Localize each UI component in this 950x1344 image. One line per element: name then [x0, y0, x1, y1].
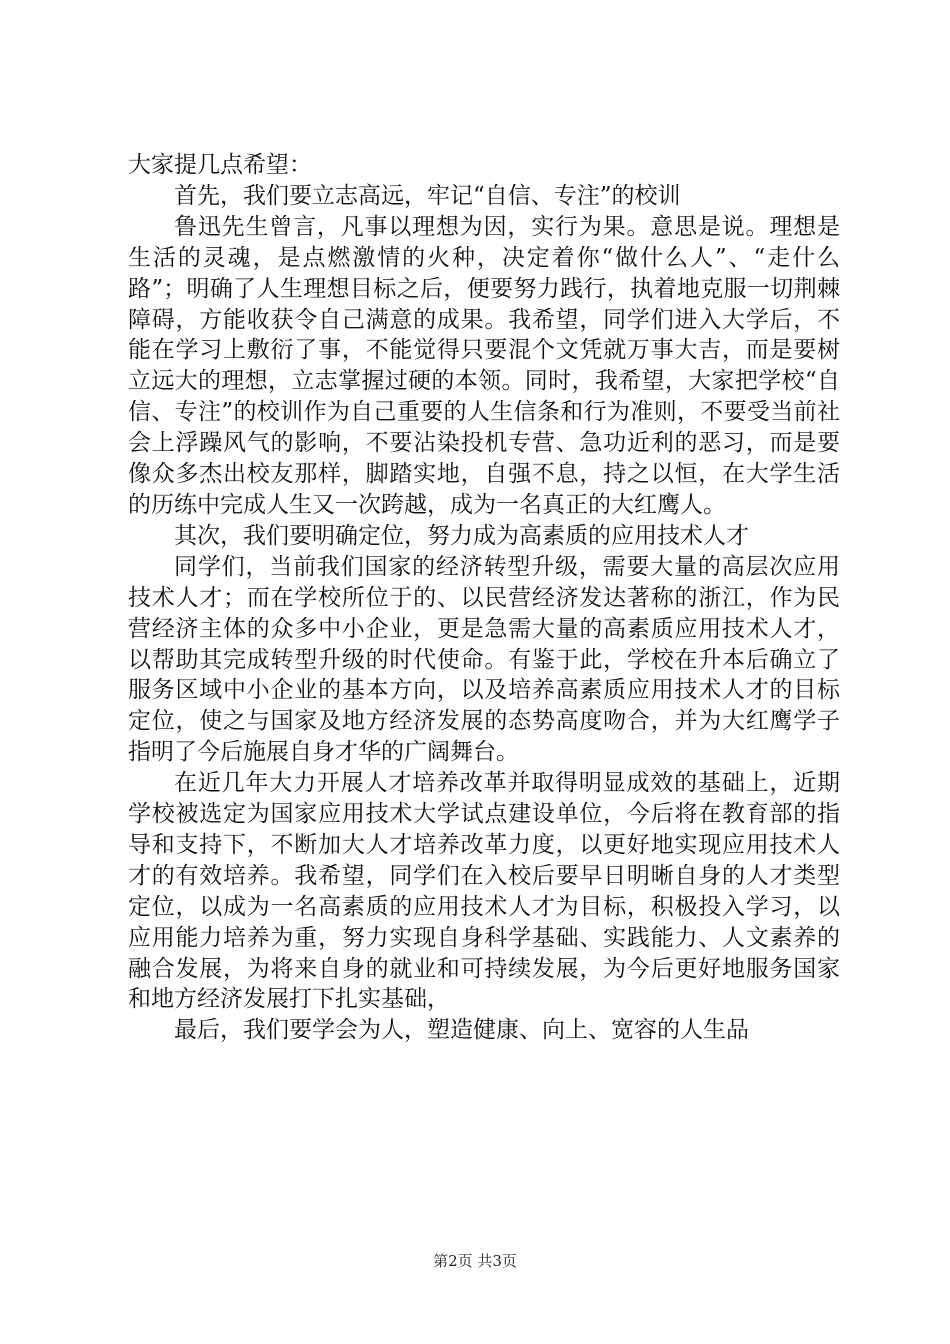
document-body: [128, 150, 840, 1046]
paragraph-1: 大家提几点希望：: [128, 152, 312, 178]
paragraph-4: 其次，我们要明确定位，努力成为高素质的应用技术人才: [174, 522, 749, 549]
paragraph-7: 最后，我们要学会为人，塑造健康、向上、宽容的人生品: [174, 1017, 749, 1044]
paragraph-3: 鲁迅先生曾言，凡事以理想为因，实行为果。意思是说。理想是生活的灵魂，是点燃激情的火种，决定着你“做什么人”、“走什么路”；明确了人生理想目标之后，便要努力践行，执着地克服一切荆棘障碍，方能收获令自己满意的成果。我希望，同学们进入大学后，不能在学习上敷衍了事，不能觉得只要混个文凭就万事大吉，而是要树立远大的理想，立志掌握过硬的本领。同时，我希望，大家把学校“自信、专注”的校训作为自己重要的人生信条和行为准则，不要受当前社会上浮躁风气的影响，不要沾染投机专营、急功近利的恶习，而是要像众多杰出校友那样，脚踏实地，自强不息，持之以恒，在大学生活的历练中完成人生又一次跨越，成为一名真正的大红鹰人。: [128, 213, 840, 518]
paragraph-6: 在近几年大力开展人才培养改革并取得明显成效的基础上，近期学校被选定为国家应用技术大学试点建设单位，今后将在教育部的指导和支持下，不断加大人才培养改革力度，以更好地实现应用技术人才的有效培养。我希望，同学们在入校后要早日明晰自身的人才类型定位，以成为一名高素质的应用技术人才为目标，积极投入学习，以应用能力培养为重，努力实现自身科学基础、实践能力、人文素养的融合发展，为将来自身的就业和可持续发展，为今后更好地服务国家和地方经济发展打下扎实基础，: [128, 770, 840, 1013]
paragraph-5: 同学们，当前我们国家的经济转型升级，需要大量的高层次应用技术人才；而在学校所位于的、以民营经济发达著称的浙江，作为民营经济主体的众多中小企业，更是急需大量的高素质应用技术人才，以帮助其完成转型升级的时代使命。有鉴于此，学校在升本后确立了服务区域中小企业的基本方向，以及培养高素质应用技术人才的目标定位，使之与国家及地方经济发展的态势高度吻合，并为大红鹰学子指明了今后施展自身才华的广阔舞台。: [128, 553, 840, 766]
page-footer: 第2页 共3页: [433, 1252, 517, 1270]
paragraph-2: 首先，我们要立志高远，牢记“自信、专注”的校训: [174, 182, 681, 209]
